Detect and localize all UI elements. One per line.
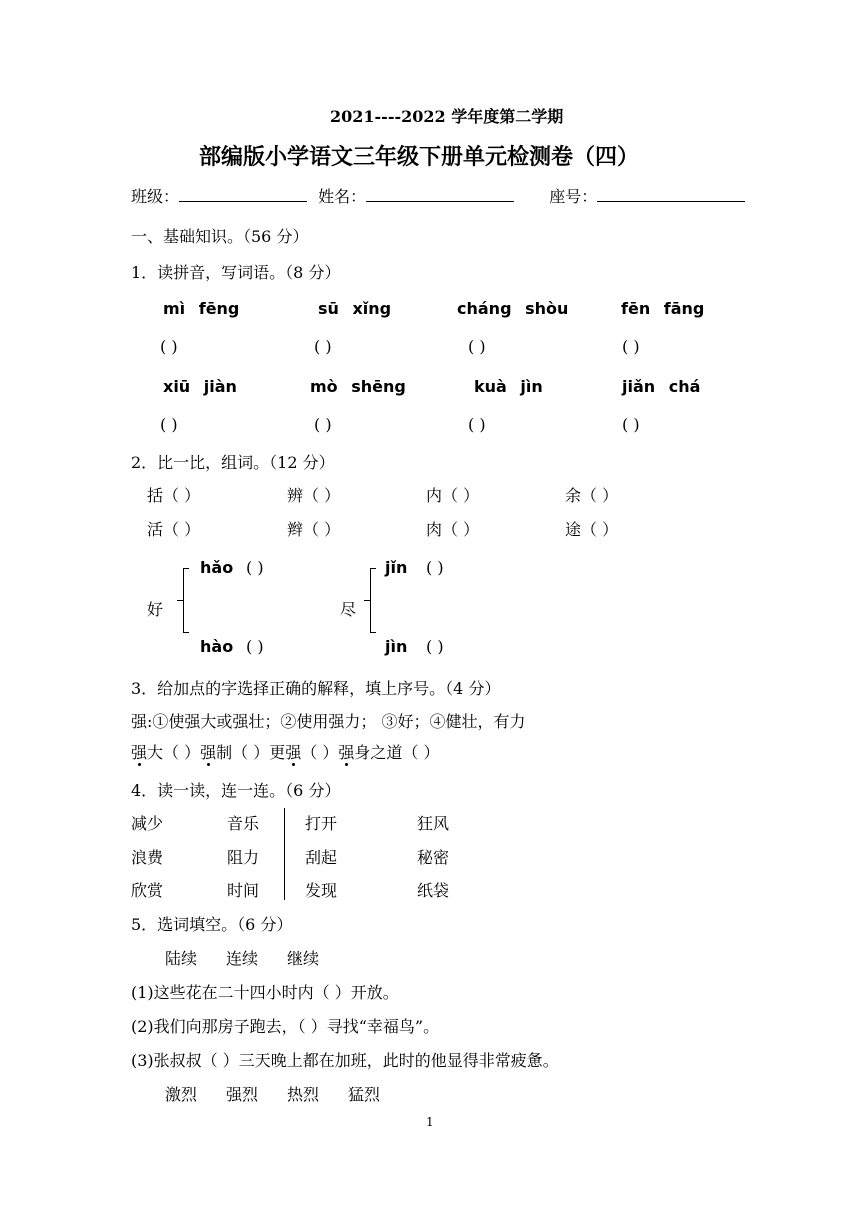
pinyin-item: sū xǐng — [318, 299, 392, 318]
answer-blank[interactable]: ( ) — [246, 558, 264, 577]
fill-sentence: (3)张叔叔（ ）三天晚上都在加班，此时的他显得非常疲惫。 — [131, 1051, 559, 1070]
q3-item: 更强（ ） — [269, 743, 338, 762]
answer-blank[interactable]: ( ) — [160, 415, 178, 434]
word-choice: 猛烈 — [348, 1085, 381, 1104]
seat-field[interactable] — [597, 185, 745, 202]
brace-tick — [370, 568, 376, 569]
q4-heading: 4．读一读，连一连。（6 分） — [131, 781, 341, 800]
match-word[interactable]: 狂风 — [417, 814, 450, 833]
pinyin-item: mì fēng — [163, 299, 240, 318]
pinyin-jin-bottom: jìn — [385, 637, 408, 656]
pinyin-item: xiū jiàn — [163, 377, 237, 396]
q3-items — [131, 740, 439, 763]
answer-blank[interactable]: ( ) — [314, 337, 332, 356]
compare-item: 括（ ） — [147, 486, 201, 505]
brace-jin — [370, 568, 371, 632]
brace-tick — [183, 632, 189, 633]
word-choice: 陆续 — [165, 949, 198, 968]
pinyin-item: jiǎn chá — [622, 377, 701, 396]
word-choice: 连续 — [226, 949, 259, 968]
word-choice: 继续 — [287, 949, 320, 968]
word-choice: 强烈 — [226, 1085, 259, 1104]
q3-item: 强身之道（ ） — [338, 743, 439, 762]
page-title: 部编版小学语文三年级下册单元检测卷（四） — [199, 144, 640, 170]
match-word[interactable]: 减少 — [131, 814, 164, 833]
info-line — [131, 184, 745, 207]
compare-item: 途（ ） — [565, 520, 619, 539]
answer-blank[interactable]: ( ) — [314, 415, 332, 434]
column-divider — [284, 808, 285, 900]
answer-blank[interactable]: ( ) — [426, 637, 444, 656]
answer-blank[interactable]: ( ) — [246, 637, 264, 656]
pinyin-jin-top: jǐn — [385, 558, 408, 577]
pinyin-item: mò shēng — [310, 377, 406, 396]
compare-item: 内（ ） — [426, 486, 480, 505]
pinyin-item: kuà jìn — [474, 377, 543, 396]
compare-item: 肉（ ） — [426, 520, 480, 539]
match-word[interactable]: 阻力 — [227, 848, 260, 867]
q3-item: 强大（ ） — [131, 743, 200, 762]
page-number: 1 — [426, 1115, 434, 1129]
match-word[interactable]: 秘密 — [417, 848, 450, 867]
class-label: 班级： — [131, 187, 180, 206]
match-word[interactable]: 时间 — [227, 881, 260, 900]
fill-sentence: (1)这些花在二十四小时内（ ）开放。 — [131, 983, 399, 1002]
q2-heading: 2．比一比，组词。（12 分） — [131, 453, 335, 472]
pinyin-hao-top: hǎo — [200, 558, 234, 577]
q3-item: 强制（ ） — [200, 743, 269, 762]
compare-item: 余（ ） — [565, 486, 619, 505]
brace-hao — [183, 568, 184, 632]
seat-label: 座号： — [549, 187, 598, 206]
class-field[interactable] — [179, 185, 307, 202]
compare-item: 辨（ ） — [287, 486, 341, 505]
match-word[interactable]: 刮起 — [305, 848, 338, 867]
word-choice: 热烈 — [287, 1085, 320, 1104]
match-word[interactable]: 打开 — [305, 814, 338, 833]
pinyin-item: cháng shòu — [457, 299, 569, 318]
match-word[interactable]: 欣赏 — [131, 881, 164, 900]
answer-blank[interactable]: ( ) — [468, 337, 486, 356]
brace-tick — [177, 600, 183, 601]
pinyin-item: fēn fāng — [621, 299, 705, 318]
name-label: 姓名： — [318, 187, 367, 206]
answer-blank[interactable]: ( ) — [622, 415, 640, 434]
school-year: 2021----2022 学年度第二学期 — [330, 107, 564, 126]
match-word[interactable]: 音乐 — [227, 814, 260, 833]
q1-heading: 1．读拼音，写词语。（8 分） — [131, 263, 341, 282]
answer-blank[interactable]: ( ) — [622, 337, 640, 356]
answer-blank[interactable]: ( ) — [468, 415, 486, 434]
polyphone-char-jin: 尽 — [340, 600, 357, 619]
pinyin-hao-bottom: hào — [200, 637, 234, 656]
name-field[interactable] — [366, 185, 514, 202]
brace-tick — [364, 600, 370, 601]
answer-blank[interactable]: ( ) — [426, 558, 444, 577]
brace-tick — [183, 568, 189, 569]
q3-options: 强:①使强大或强壮；②使用强力； ③好；④健壮，有力 — [131, 712, 526, 731]
answer-blank[interactable]: ( ) — [160, 337, 178, 356]
compare-item: 辫（ ） — [287, 520, 341, 539]
fill-sentence: (2)我们向那房子跑去，（ ）寻找“幸福鸟”。 — [131, 1017, 440, 1036]
brace-tick — [370, 632, 376, 633]
q3-heading: 3．给加点的字选择正确的解释，填上序号。（4 分） — [131, 679, 501, 698]
word-choice: 激烈 — [165, 1085, 198, 1104]
match-word[interactable]: 发现 — [305, 881, 338, 900]
section-heading: 一、基础知识。（56 分） — [131, 227, 309, 246]
polyphone-char-hao: 好 — [147, 600, 164, 619]
q5-heading: 5．选词填空。（6 分） — [131, 915, 293, 934]
compare-item: 活（ ） — [147, 520, 201, 539]
match-word[interactable]: 浪费 — [131, 848, 164, 867]
match-word[interactable]: 纸袋 — [417, 881, 450, 900]
